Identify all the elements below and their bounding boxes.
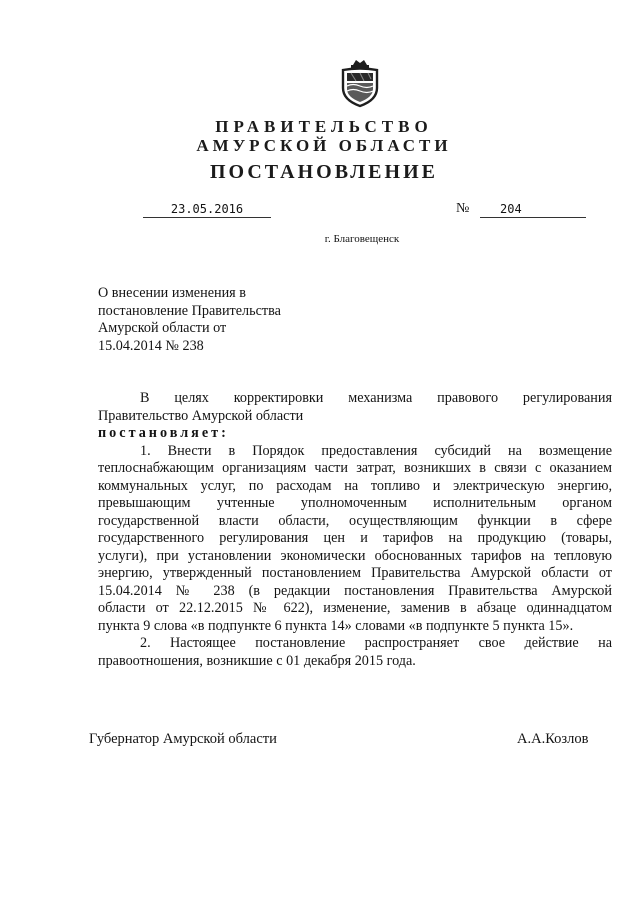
- item1-line: государственной власти области, осуществляющим функции в сфере: [98, 512, 612, 529]
- item2-line: правоотношения, возникшие с 01 декабря 2015 года.: [98, 652, 416, 669]
- preamble-line: Правительство Амурской области: [98, 407, 304, 424]
- item1-line: теплоснабжающим организациям части затрат, возникших в связи с оказанием: [98, 460, 612, 476]
- item2-line: 2. Настоящее постановление распространяет свое действие на: [140, 635, 612, 651]
- number-sign: №: [456, 201, 470, 216]
- government-title: ПРАВИТЕЛЬСТВО: [215, 117, 433, 136]
- signatory-position: Губернатор Амурской области: [89, 731, 277, 747]
- document-body: [98, 390, 612, 670]
- item1-line: услуги), при установлении экономически обоснованных тарифов на тепловую: [98, 547, 612, 564]
- item1-line: области от 22.12.2015 № 622), изменение, заменив в абзаце одиннадцатом: [98, 600, 612, 616]
- subject-line: постановление Правительства: [98, 302, 281, 319]
- preamble-line: В целях корректировки механизма правового регулирования: [140, 390, 612, 406]
- document-number: 204: [480, 201, 586, 218]
- document-type-title: ПОСТАНОВЛЕНИЕ: [210, 161, 438, 183]
- document-subject: [98, 285, 318, 355]
- document-city: г. Благовещенск: [324, 233, 400, 245]
- item1-line: превышающим учтенные уполномоченным исполнительным органом: [98, 495, 612, 511]
- item1-line: 1. Внести в Порядок предоставления субсидий на возмещение: [140, 442, 612, 459]
- coat-of-arms-emblem-icon: [338, 58, 382, 108]
- item1-line: 15.04.2014 № 238 (в редакции постановления Правительства Амурской: [98, 582, 612, 599]
- signatory-name: А.А.Козлов: [517, 731, 589, 747]
- region-title: АМУРСКОЙ ОБЛАСТИ: [196, 136, 452, 155]
- item1-line: государственного регулирования цен и тарифов на продукцию (товары,: [98, 530, 612, 546]
- document-date: 23.05.2016: [143, 201, 271, 218]
- item1-line: энергию, утвержденный постановлением Правительства Амурской области от: [98, 565, 612, 581]
- item1-line: пункта 9 слова «в подпункте 6 пункта 14» словами «в подпункте 5 пункта 15».: [98, 617, 574, 634]
- subject-line: 15.04.2014 № 238: [98, 337, 204, 354]
- resolves-word: постановляет:: [98, 425, 229, 441]
- subject-line: О внесении изменения в: [98, 285, 246, 301]
- item1-line: коммунальных услуг, по расходам на топливо и электрическую энергию,: [98, 477, 612, 494]
- subject-line: Амурской области от: [98, 320, 227, 336]
